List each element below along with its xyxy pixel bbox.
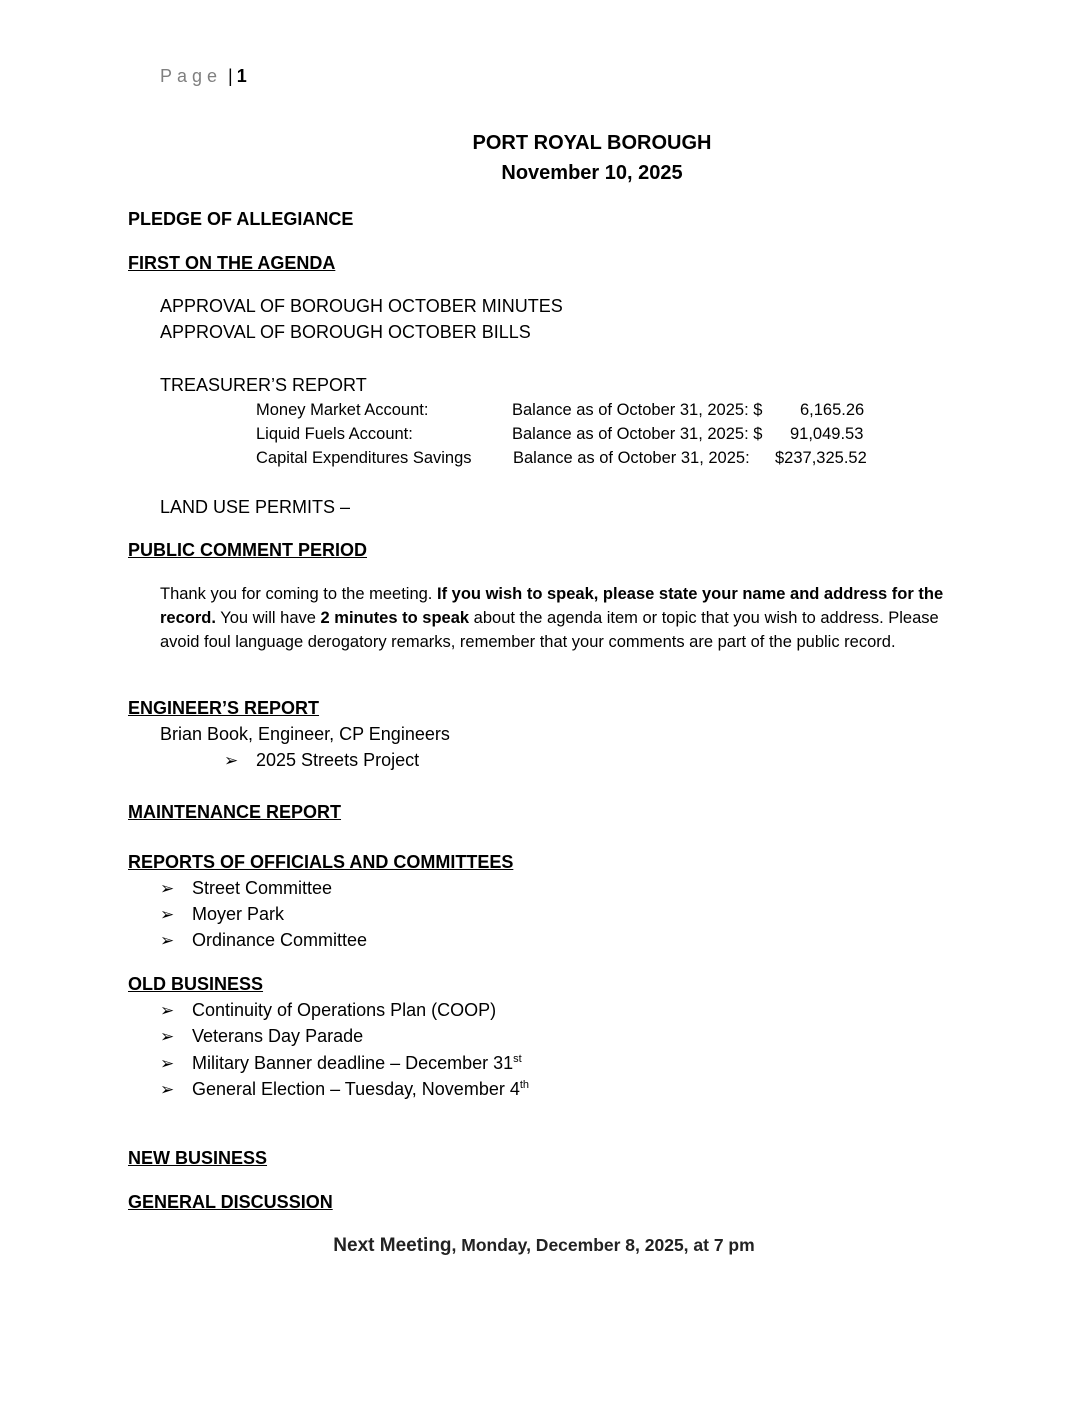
section-engineers-report: ENGINEER’S REPORT <box>128 698 320 718</box>
section-reports-officials: REPORTS OF OFFICIALS AND COMMITTEES <box>128 852 514 872</box>
account-amount: $237,325.52 <box>775 449 867 467</box>
treasurer-heading: TREASURER’S REPORT <box>160 375 367 395</box>
next-meeting-details: , Monday, December 8, 2025, at 7 pm <box>451 1235 755 1255</box>
section-maintenance-report: MAINTENANCE REPORT <box>128 802 342 822</box>
comment-text-bold: If you wish to speak, please state your name and address for the record. <box>160 585 944 627</box>
agenda-item-minutes: APPROVAL OF BOROUGH OCTOBER MINUTES <box>160 296 563 316</box>
list-item-text: Military Banner deadline – December 31 <box>192 1053 514 1073</box>
list-item-text: Ordinance Committee <box>192 930 368 950</box>
account-name: Liquid Fuels Account: <box>256 425 413 443</box>
engineer-name: Brian Book, Engineer, CP Engineers <box>160 724 450 744</box>
meeting-date: November 10, 2025 <box>501 162 683 184</box>
section-public-comment: PUBLIC COMMENT PERIOD <box>128 540 368 560</box>
arrow-bullet-icon: ➢ <box>224 751 239 770</box>
section-general-discussion: GENERAL DISCUSSION <box>128 1192 333 1212</box>
arrow-bullet-icon: ➢ <box>160 879 175 898</box>
section-old-business: OLD BUSINESS <box>128 974 264 994</box>
list-item <box>160 1053 522 1074</box>
account-amount: 91,049.53 <box>790 425 864 443</box>
list-item-text: Veterans Day Parade <box>192 1026 364 1046</box>
list-item <box>160 930 367 951</box>
comment-text: Thank you for coming to the meeting. <box>160 585 437 603</box>
account-name: Money Market Account: <box>256 401 429 419</box>
document-title: PORT ROYAL BOROUGH <box>472 132 712 154</box>
public-comment-text <box>160 582 970 654</box>
arrow-bullet-icon: ➢ <box>160 1080 175 1099</box>
list-item <box>160 878 332 899</box>
list-item <box>160 1026 363 1047</box>
account-balance-label: Balance as of October 31, 2025: <box>513 449 750 467</box>
section-new-business: NEW BUSINESS <box>128 1148 268 1168</box>
list-item-text: Continuity of Operations Plan (COOP) <box>192 1000 497 1020</box>
comment-text: You will have <box>215 609 321 627</box>
next-meeting-lead: Next Meeting <box>333 1235 452 1256</box>
comment-text-bold: 2 minutes to speak <box>320 609 470 627</box>
arrow-bullet-icon: ➢ <box>160 1054 175 1073</box>
page-number: 1 <box>236 66 247 86</box>
list-item <box>160 904 284 925</box>
arrow-bullet-icon: ➢ <box>160 1001 175 1020</box>
list-item-text: Street Committee <box>192 878 333 898</box>
land-use-permits: LAND USE PERMITS – <box>160 497 351 517</box>
list-item <box>224 750 419 771</box>
arrow-bullet-icon: ➢ <box>160 1027 175 1046</box>
list-item-text: General Election – Tuesday, November 4 <box>192 1079 520 1099</box>
arrow-bullet-icon: ➢ <box>160 905 175 924</box>
list-item <box>160 1000 496 1021</box>
account-balance-label: Balance as of October 31, 2025: $ <box>512 425 763 443</box>
next-meeting <box>0 1235 1088 1257</box>
account-balance-label: Balance as of October 31, 2025: $ <box>512 401 763 419</box>
comment-text: about the agenda item or topic that you wish to address. Please avoid foul language derogatory remarks, remember that your comments are part of the public record. <box>160 609 939 651</box>
section-pledge: PLEDGE OF ALLEGIANCE <box>128 209 354 229</box>
agenda-item-bills: APPROVAL OF BOROUGH OCTOBER BILLS <box>160 322 531 342</box>
page-word: Page <box>160 66 223 86</box>
page-header <box>160 66 247 87</box>
ordinal-suffix: st <box>513 1053 522 1065</box>
account-amount: 6,165.26 <box>800 401 865 419</box>
ordinal-suffix: th <box>519 1079 530 1091</box>
arrow-bullet-icon: ➢ <box>160 931 175 950</box>
list-item <box>160 1079 529 1100</box>
list-item-text: 2025 Streets Project <box>256 750 420 770</box>
page-separator: | <box>228 66 233 86</box>
list-item-text: Moyer Park <box>192 904 285 924</box>
section-first-on-agenda: FIRST ON THE AGENDA <box>128 253 336 273</box>
account-name: Capital Expenditures Savings <box>256 449 472 467</box>
